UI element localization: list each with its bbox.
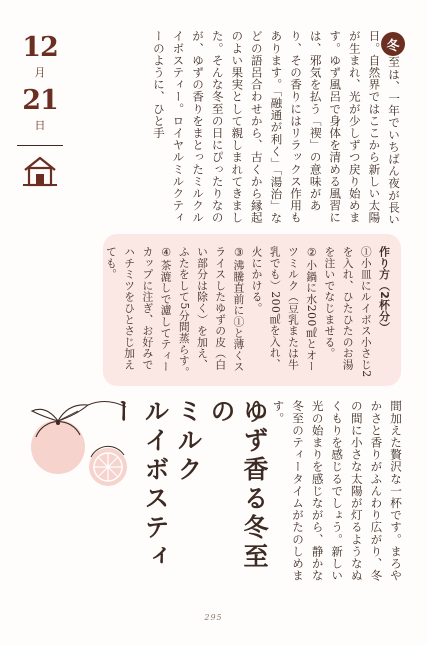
recipe-step-1: ①小皿にルイボス小さじ2を入れ、ひたひたのお湯を注いでなじませる。 <box>323 246 373 378</box>
date-divider <box>17 145 63 146</box>
day-unit: 日 <box>34 119 46 132</box>
yuzu-illustration <box>28 395 138 495</box>
recipe-step-3: ③沸騰直前に①と薄くスライスしたゆずの皮（白い部分は除く）を加え、ふたをして5分間蒸らす。 <box>177 246 246 378</box>
page-number: 295 <box>204 613 223 622</box>
season-badge: 冬 <box>381 32 405 56</box>
day-number: 21 <box>22 85 58 116</box>
intro-text <box>148 30 403 226</box>
recipe-step-4: ④茶漉しで濾してティーカップに注ぎ、お好みでハチミツをひとさじ加えても。 <box>104 246 173 373</box>
intro-body: 至は、一年でいちばん夜が長い日。自然界ではここから新しい太陽が生まれ、光が少しずつ戻り始めます。ゆず風呂で身体を清める風習には、邪気を払う「禊」の意味があり、その香りにはリラックス作用もあります。「融通が利く」「湯治」などの語呂合わせから、古くから縁起のよい果実として親しまれてきました。そんな冬至の日にぴったりなのが、ゆずの香りをまとったミルクルイボスティー。ロイヤルミルクティーのように、ひと手 <box>151 30 401 226</box>
recipe-title: 作り方（2杯分） <box>378 246 391 334</box>
heading-line-3: ルイボスティー <box>108 398 170 572</box>
recipe-box <box>103 234 401 386</box>
month-number: 12 <box>22 32 58 63</box>
closing-text: 間加えた贅沢な一杯です。まろやかさと香りがふんわり広がり、冬の間に小さな太陽が灯るようなぬくもりを感じるでしょう。新しい光の始まりを感じながら、静かな冬至のティータイムがたのしめます。 <box>271 400 403 582</box>
heading-line-2: ミルク <box>174 398 203 485</box>
recipe-text <box>102 246 393 378</box>
recipe-step-2: ②小鍋に水200㎖とオーツミルク（豆乳または牛乳でも）200㎖を入れ、火にかける。 <box>250 246 319 373</box>
heading-line-1: ゆず香る冬至の <box>207 398 269 572</box>
house-icon <box>21 154 59 188</box>
date-block <box>14 34 66 188</box>
month-unit: 月 <box>34 66 46 79</box>
